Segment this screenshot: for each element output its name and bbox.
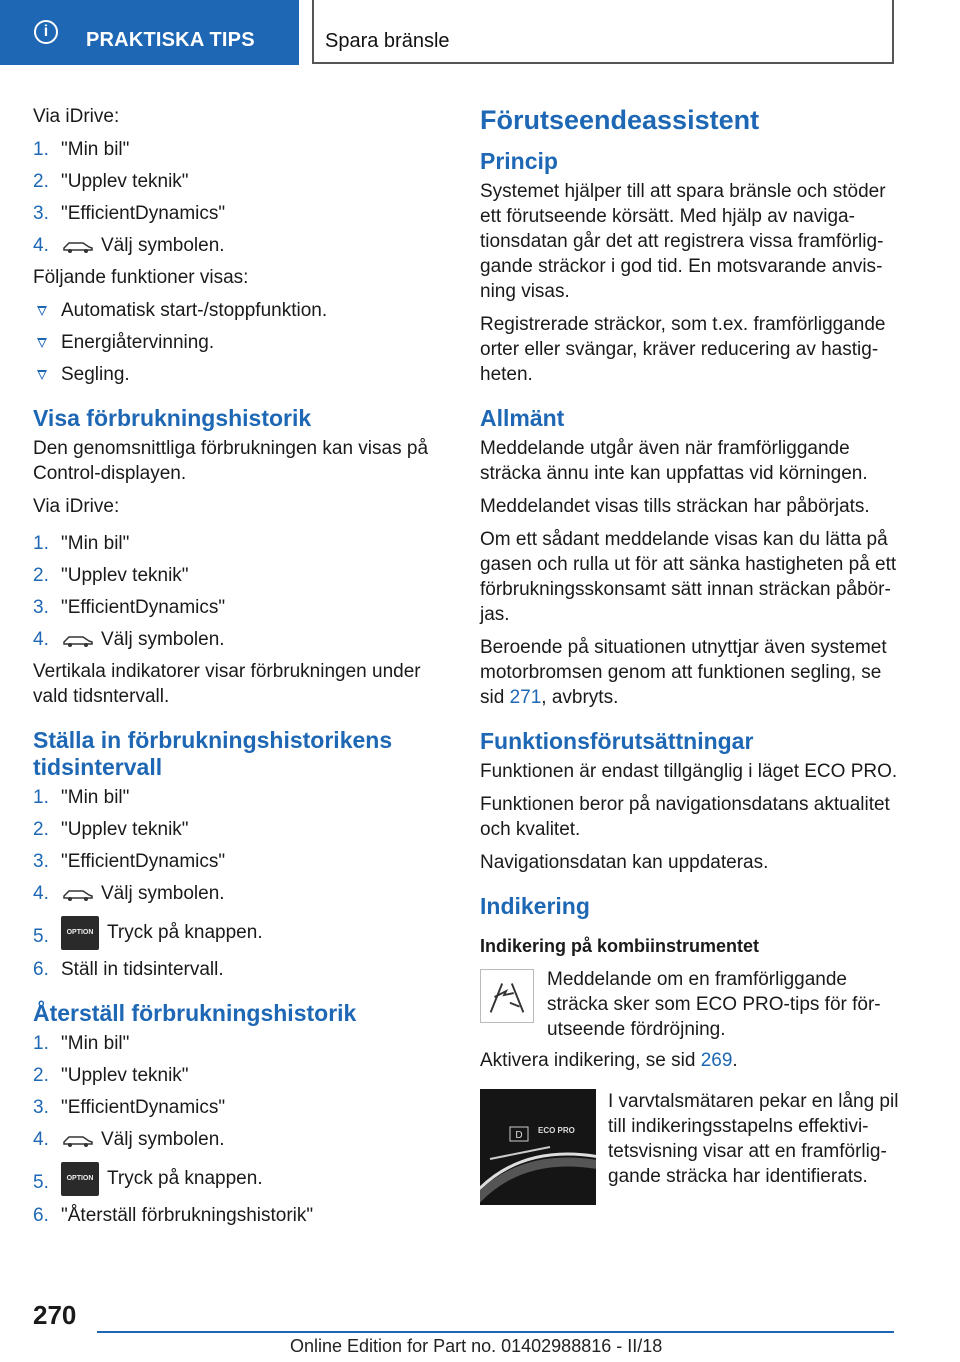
interval-section — [33, 727, 433, 982]
indication-subheading: Indikering på kombiinstrumentet — [480, 936, 760, 956]
list-item — [33, 1095, 433, 1120]
list-item — [33, 1031, 433, 1056]
bullet-triangle-icon — [37, 338, 47, 348]
step-number: 2. — [33, 1065, 49, 1086]
bullet-text: Automatisk start-/stoppfunktion. — [61, 300, 328, 321]
step-number: 4. — [33, 629, 49, 650]
step-text: Välj symbolen. — [101, 883, 225, 904]
prereq-p3: Navigationsdatan kan uppdateras. — [480, 852, 769, 873]
topic-title: Spara bränsle — [325, 30, 450, 52]
step-text: Välj symbolen. — [101, 235, 225, 256]
right-column — [480, 104, 900, 1211]
reset-heading: Återställ förbrukningshistorik — [33, 1000, 357, 1026]
general-p3: Om ett sådant meddelande visas kan du lätta på gasen och rulla ut för att sänka hastigheten på ett förbrukningsskonsamt sätt innan sträckan påbörjas. — [480, 529, 897, 625]
bullet-triangle-icon — [37, 370, 47, 380]
step-text: "Min bil" — [61, 533, 130, 554]
history-via: Via iDrive: — [33, 496, 120, 517]
list-item — [33, 531, 433, 556]
step-text: "EfficientDynamics" — [61, 1097, 226, 1118]
prereq-p1: Funktionen är endast tillgänglig i läget ECO PRO. — [480, 761, 898, 782]
principle-p1: Systemet hjälper till att spara bränsle och stöder ett förutseende körsätt. Med hjälp av navigationsdatan går det att registrera vissa framförliggande sträckor i god tid. En motsvarande anvisning visas. — [480, 181, 886, 302]
footer-divider — [97, 1331, 894, 1333]
interval-heading: Ställa in förbrukningshistorikens tidsintervall — [33, 727, 393, 780]
list-item — [33, 1162, 433, 1196]
step-text: "EfficientDynamics" — [61, 597, 226, 618]
step-number: 3. — [33, 203, 49, 224]
list-item — [33, 817, 433, 842]
step-number: 6. — [33, 959, 49, 980]
general-p4 — [480, 635, 900, 710]
functions-list — [33, 298, 433, 387]
indication-heading: Indikering — [480, 893, 590, 919]
gauge-image — [480, 1089, 596, 1205]
history-section — [33, 405, 433, 709]
step-number: 2. — [33, 171, 49, 192]
step-text: "EfficientDynamics" — [61, 851, 226, 872]
functions-intro: Följande funktioner visas: — [33, 267, 249, 288]
list-item — [33, 233, 433, 258]
list-item — [33, 563, 433, 588]
step-text: "Min bil" — [61, 139, 130, 160]
gauge-drawing — [480, 1089, 596, 1205]
step-number: 3. — [33, 597, 49, 618]
general-p4-tail: , avbryts. — [541, 687, 619, 708]
section-tab — [0, 0, 299, 65]
gauge-row — [480, 1089, 900, 1205]
general-heading: Allmänt — [480, 405, 565, 431]
step-text: "Upplev teknik" — [61, 171, 189, 192]
principle-p2: Registrerade sträckor, som t.ex. framförliggande orter eller svängar, kräver reducering av hastigheten. — [480, 314, 886, 385]
list-item — [33, 298, 433, 323]
step-number: 5. — [33, 1172, 49, 1193]
history-after: Vertikala indikatorer visar förbrukningen under vald tidsntervall. — [33, 661, 421, 707]
activate-tail: . — [732, 1050, 738, 1071]
history-steps — [33, 531, 433, 652]
page-link-269[interactable]: 269 — [700, 1050, 733, 1071]
list-item — [33, 169, 433, 194]
gauge-eco-label: ECO PRO — [538, 1126, 575, 1135]
list-item — [33, 785, 433, 810]
road-warning-icon — [480, 969, 534, 1023]
step-number: 4. — [33, 883, 49, 904]
list-item — [33, 881, 433, 906]
step-text: Tryck på knappen. — [107, 922, 263, 944]
step-text: Välj symbolen. — [101, 1129, 225, 1150]
list-item — [33, 595, 433, 620]
page-link-271[interactable]: 271 — [509, 687, 542, 708]
step-number: 1. — [33, 1033, 49, 1054]
reset-steps — [33, 1031, 433, 1228]
indication-icon-text: Meddelande om en framförliggande sträcka sker som ECO PRO-tips för förutseende fördröjning. — [547, 969, 881, 1040]
step-text: Välj symbolen. — [101, 629, 225, 650]
list-item — [33, 849, 433, 874]
list-item — [33, 1063, 433, 1088]
step-text: "Återställ förbrukningshistorik" — [61, 1205, 314, 1226]
activate-label: Aktivera indikering, se sid — [480, 1050, 701, 1071]
step-number: 5. — [33, 926, 49, 947]
list-item — [33, 201, 433, 226]
step-text: "Upplev teknik" — [61, 1065, 189, 1086]
step-text: "Upplev teknik" — [61, 819, 189, 840]
step-text: "Min bil" — [61, 1033, 130, 1054]
step-number: 3. — [33, 851, 49, 872]
footer-edition: Online Edition for Part no. 01402988816 - II/18 — [290, 1336, 663, 1356]
info-circle-icon: i — [34, 20, 58, 44]
interval-steps — [33, 785, 433, 982]
step-text: "Min bil" — [61, 787, 130, 808]
indication-icon-row — [480, 967, 900, 1042]
step-number: 2. — [33, 819, 49, 840]
list-item — [33, 137, 433, 162]
step-number: 3. — [33, 1097, 49, 1118]
prereq-heading: Funktionsförutsättningar — [480, 728, 754, 754]
steps-list-1 — [33, 137, 433, 258]
list-item — [33, 1203, 433, 1228]
gauge-gear-label: D — [515, 1130, 523, 1141]
step-number: 4. — [33, 1129, 49, 1150]
step-number: 1. — [33, 787, 49, 808]
list-item — [33, 957, 433, 982]
principle-heading: Princip — [480, 148, 558, 174]
car-symbol-icon — [61, 238, 95, 254]
section-title: PRAKTISKA TIPS — [86, 29, 255, 51]
page-number: 270 — [33, 1300, 77, 1330]
step-number: 4. — [33, 235, 49, 256]
reset-section — [33, 1000, 433, 1228]
bullet-text: Energiåtervinning. — [61, 332, 215, 353]
history-text: Den genomsnittliga förbrukningen kan visas på Control-displayen. — [33, 438, 429, 484]
general-p2: Meddelandet visas tills sträckan har påbörjats. — [480, 496, 870, 517]
option-button-icon: OPTION — [61, 1162, 99, 1196]
car-history-icon — [61, 886, 95, 902]
general-p1: Meddelande utgår även när framförliggande sträcka ännu inte kan uppfattas vid körningen. — [480, 438, 868, 484]
activate-text — [480, 1048, 900, 1073]
step-text: "EfficientDynamics" — [61, 203, 226, 224]
car-history-icon — [61, 1132, 95, 1148]
step-number: 1. — [33, 533, 49, 554]
list-item — [33, 916, 433, 950]
history-heading: Visa förbrukningshistorik — [33, 405, 312, 431]
list-item — [33, 627, 433, 652]
option-button-icon: OPTION — [61, 916, 99, 950]
main-heading: Förutseendeassistent — [480, 105, 760, 135]
intro-text: Via iDrive: — [33, 106, 120, 127]
step-text: Ställ in tidsintervall. — [61, 959, 224, 980]
gauge-text: I varvtalsmätaren pekar en lång pil till indikeringsstapelns effektivitetsvisning visar att en framförliggande sträcka har identifierats. — [608, 1091, 899, 1187]
list-item — [33, 330, 433, 355]
step-number: 2. — [33, 565, 49, 586]
list-item — [33, 362, 433, 387]
left-column — [33, 104, 433, 1235]
step-number: 6. — [33, 1205, 49, 1226]
list-item — [33, 1127, 433, 1152]
bullet-text: Segling. — [61, 364, 130, 385]
general-p4-text: Beroende på situationen utnyttjar även systemet motorbromsen genom att funktionen segling, se sid — [480, 637, 887, 708]
step-number: 1. — [33, 139, 49, 160]
step-text: "Upplev teknik" — [61, 565, 189, 586]
step-text: Tryck på knappen. — [107, 1168, 263, 1190]
car-history-icon — [61, 632, 95, 648]
bullet-triangle-icon — [37, 306, 47, 316]
prereq-p2: Funktionen beror på navigationsdatans aktualitet och kvalitet. — [480, 794, 890, 840]
